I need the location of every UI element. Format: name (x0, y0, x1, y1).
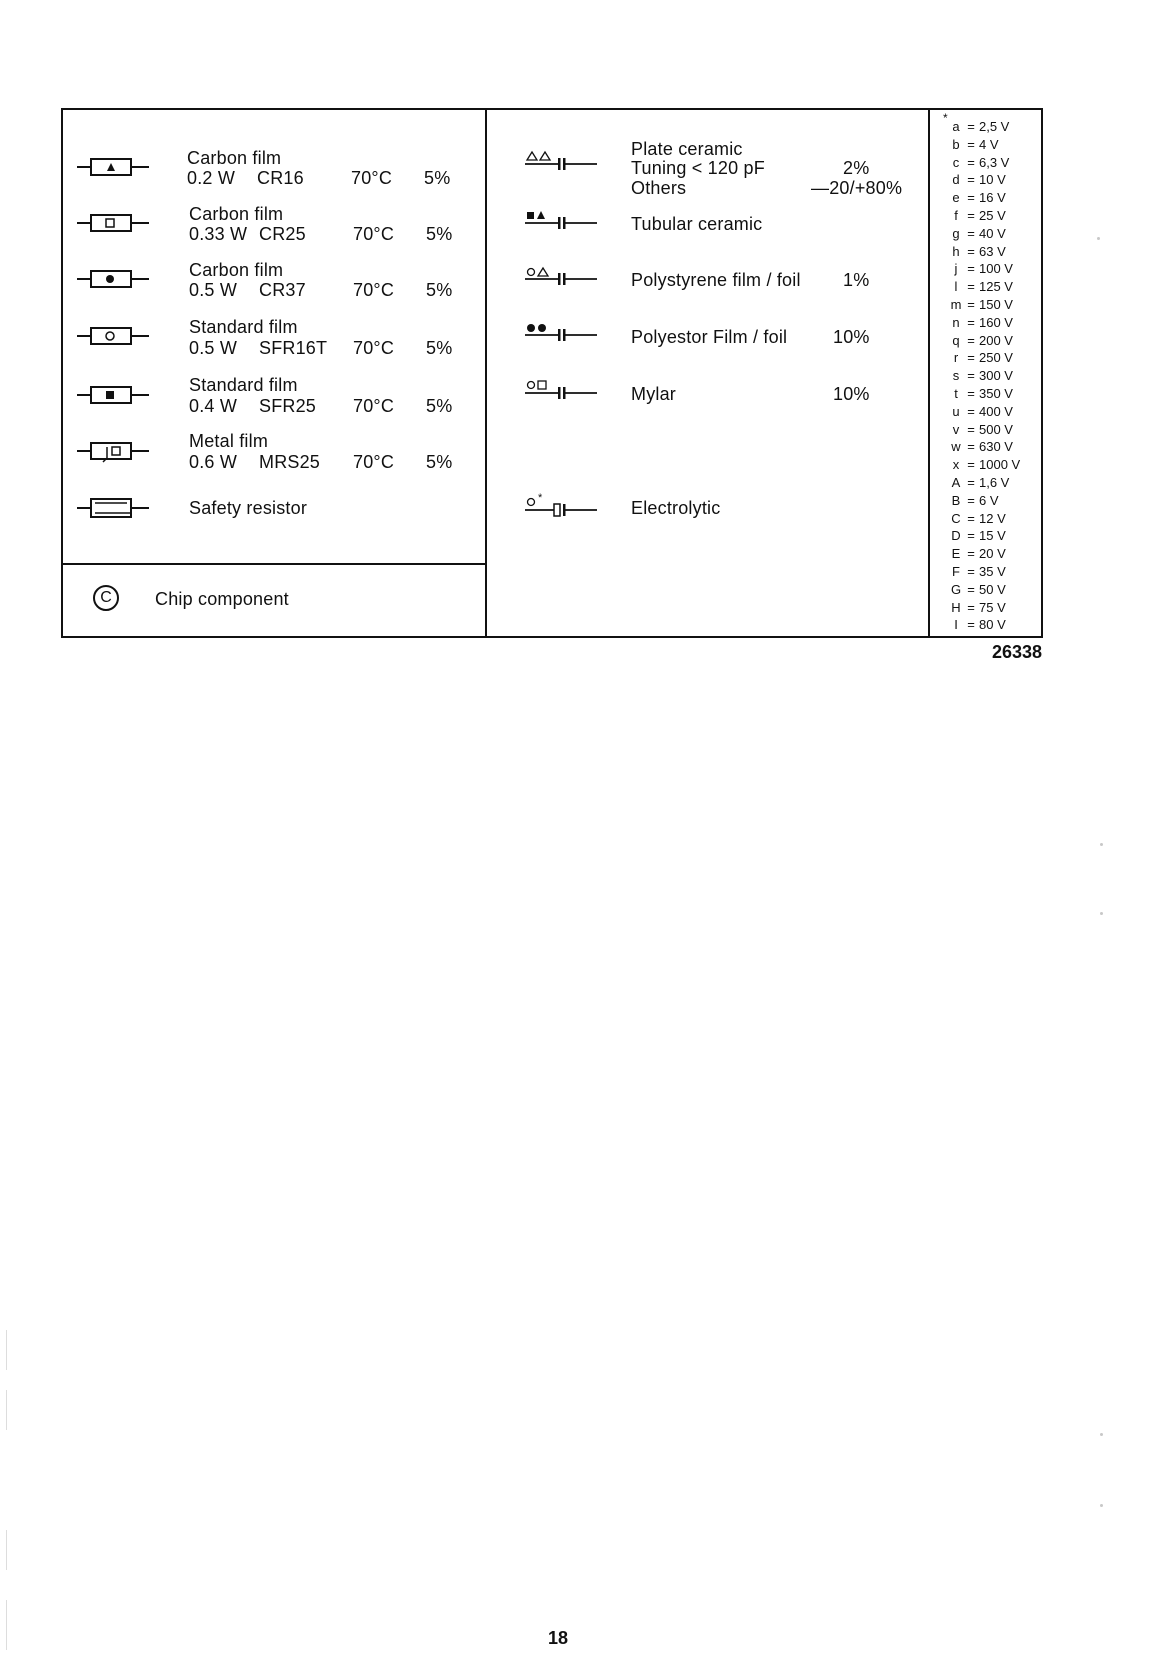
scan-edge-mark (6, 1330, 7, 1370)
safety-resistor-icon (77, 495, 149, 521)
resistor-6-power: 0.6 W (189, 452, 238, 472)
voltage-row: h = 63 V (949, 243, 1020, 261)
voltage-value: 15 V (979, 528, 1006, 544)
page-number: 18 (548, 1628, 569, 1648)
polyester-label: Polyestor Film / foil (631, 327, 788, 347)
resistor-filled-triangle-icon (77, 156, 149, 178)
voltage-value: 125 V (979, 279, 1013, 295)
tubular-ceramic-label: Tubular ceramic (631, 214, 763, 234)
voltage-code: r (953, 350, 959, 366)
voltage-row: F = 35 V (949, 563, 1020, 581)
mylar-label: Mylar (631, 384, 676, 404)
plate-ceramic-title: Plate ceramic (631, 139, 743, 159)
chip-component-icon: C (93, 585, 119, 611)
voltage-code: l (954, 279, 958, 295)
voltage-code: d (952, 172, 960, 188)
resistor-5-temp: 70°C (353, 396, 395, 416)
voltage-row: d = 10 V (949, 171, 1020, 189)
resistor-6-type: Metal film (189, 431, 269, 451)
voltage-value: 200 V (979, 332, 1013, 348)
voltage-code: f (954, 207, 958, 223)
voltage-row: G = 50 V (950, 581, 1006, 597)
resistor-4-type: Standard film (189, 317, 298, 337)
polystyrene-tolerance: 1% (843, 270, 870, 290)
voltage-value: 500 V (979, 421, 1013, 437)
resistor-1-power: 0.2 W (187, 168, 236, 188)
voltage-row: w = 630 V (949, 438, 1020, 456)
polyester-tolerance: 10% (833, 327, 870, 347)
voltage-value: 300 V (979, 368, 1013, 384)
voltage-row: t = 350 V (949, 385, 1020, 403)
document-number: 26338 (992, 642, 1043, 662)
chip-component-label: Chip component (155, 589, 289, 609)
resistor-5-code: SFR25 (259, 396, 317, 416)
voltage-value: 4 V (979, 136, 999, 152)
voltage-value: 150 V (979, 296, 1013, 312)
voltage-row: q = 200 V (949, 332, 1020, 350)
voltage-row: x = 1000 V (949, 456, 1020, 474)
voltage-row: H = 75 V (949, 599, 1020, 617)
voltage-code: v (952, 421, 960, 437)
resistor-2-tolerance: 5% (426, 224, 453, 244)
resistor-open-circle-icon (77, 325, 149, 347)
resistor-filled-square-icon (77, 384, 149, 406)
resistor-2-power: 0.33 W (189, 224, 248, 244)
voltage-code: h (952, 243, 960, 259)
mylar-capacitor-icon (525, 378, 597, 406)
resistor-2-code: CR25 (259, 224, 306, 244)
voltage-code: t (954, 385, 958, 401)
voltage-value: 350 V (979, 385, 1013, 401)
polystyrene-label: Polystyrene film / foil (631, 270, 801, 290)
plate-ceramic-others-label: Others (631, 178, 687, 198)
plate-ceramic-others-tolerance: —20/+80% (811, 178, 903, 198)
voltage-row: m = 150 V (950, 296, 1013, 312)
mylar-tolerance: 10% (833, 384, 870, 404)
voltage-value: 630 V (979, 439, 1013, 455)
safety-resistor-label: Safety resistor (189, 498, 308, 518)
voltage-row: b = 4 V (949, 136, 1020, 154)
voltage-value: 2,5 V (979, 119, 1010, 134)
voltage-row: s = 300 V (949, 367, 1020, 385)
voltage-value: 35 V (979, 563, 1006, 579)
electrolytic-label: Electrolytic (631, 498, 721, 518)
polyester-capacitor-icon (525, 320, 597, 348)
voltage-row: a = 2,5 V (949, 118, 1020, 136)
voltage-row: I = 80 V (949, 616, 1020, 634)
voltage-value: 250 V (979, 350, 1013, 366)
voltage-code: B (951, 492, 961, 508)
scan-speck (1097, 237, 1100, 240)
resistor-6-code: MRS25 (259, 452, 321, 472)
voltage-value: 16 V (979, 190, 1006, 206)
voltage-row: j = 100 V (949, 260, 1020, 278)
scan-edge-mark (6, 1390, 7, 1430)
scan-speck (1100, 843, 1103, 846)
column-divider-left (485, 110, 487, 636)
voltage-code: A (951, 474, 961, 490)
voltage-row: f = 25 V (949, 207, 1020, 225)
resistor-5-tolerance: 5% (426, 396, 453, 416)
scan-speck (1100, 912, 1103, 915)
voltage-row: B = 6 V (949, 492, 1020, 510)
resistor-5-type: Standard film (189, 375, 298, 395)
resistor-4-code: SFR16T (259, 338, 328, 358)
voltage-code: C (951, 510, 961, 526)
voltage-value: 25 V (979, 207, 1006, 223)
voltage-value: 1,6 V (979, 474, 1010, 490)
voltage-row: r = 250 V (949, 349, 1020, 367)
voltage-code: D (951, 528, 961, 544)
voltage-value: 50 V (979, 581, 1006, 597)
voltage-value: 160 V (979, 314, 1013, 330)
resistor-3-temp: 70°C (353, 280, 395, 300)
voltage-value: 1000 V (979, 457, 1021, 473)
resistor-filled-dot-icon (77, 268, 149, 290)
voltage-value: 20 V (979, 546, 1006, 562)
voltage-code: e (952, 190, 960, 206)
voltage-value: 12 V (979, 510, 1006, 526)
resistor-4-tolerance: 5% (426, 338, 453, 358)
resistor-1-code: CR16 (257, 168, 304, 188)
voltage-code: c (952, 154, 960, 170)
voltage-value: 80 V (979, 617, 1006, 633)
scan-edge-mark (6, 1600, 7, 1650)
voltage-row: E = 20 V (949, 545, 1020, 563)
voltage-row: n = 160 V (949, 314, 1020, 332)
resistor-3-power: 0.5 W (189, 280, 238, 300)
voltage-code-list (949, 118, 1020, 634)
voltage-row: D = 15 V (949, 527, 1020, 545)
polystyrene-capacitor-icon (525, 264, 597, 292)
voltage-code: x (952, 457, 960, 473)
resistor-3-tolerance: 5% (426, 280, 453, 300)
voltage-code: j (954, 261, 958, 277)
voltage-code: g (952, 225, 960, 241)
voltage-row: c = 6,3 V (949, 154, 1020, 172)
voltage-row: l = 125 V (949, 278, 1020, 296)
resistor-1-type: Carbon film (187, 148, 282, 168)
resistor-5-power: 0.4 W (189, 396, 238, 416)
chip-row-divider (63, 563, 485, 565)
column-divider-right (928, 110, 930, 636)
voltage-row: g = 40 V (949, 225, 1020, 243)
voltage-code: n (952, 314, 960, 330)
scan-speck (1100, 1433, 1103, 1436)
voltage-value: 40 V (979, 225, 1006, 241)
tubular-ceramic-capacitor-icon (525, 208, 597, 236)
voltage-code: b (952, 136, 960, 152)
resistor-3-type: Carbon film (189, 260, 284, 280)
plate-ceramic-capacitor-icon (525, 148, 597, 176)
voltage-marker: * (943, 111, 948, 125)
resistor-4-power: 0.5 W (189, 338, 238, 358)
resistor-open-square-icon (77, 212, 149, 234)
voltage-value: 400 V (979, 403, 1013, 419)
resistor-6-temp: 70°C (353, 452, 395, 472)
plate-ceramic-tuning-label: Tuning < 120 pF (631, 158, 765, 178)
voltage-code: F (952, 563, 960, 579)
resistor-metal-film-icon (77, 440, 149, 464)
voltage-value: 10 V (979, 172, 1006, 188)
voltage-value: 75 V (979, 599, 1006, 615)
voltage-row: v = 500 V (949, 421, 1020, 439)
scan-edge-mark (6, 1530, 7, 1570)
voltage-code: w (951, 439, 961, 455)
voltage-code: q (952, 332, 960, 348)
resistor-3-code: CR37 (259, 280, 306, 300)
voltage-code: H (951, 599, 961, 615)
voltage-code: s (952, 368, 960, 384)
resistor-6-tolerance: 5% (426, 452, 453, 472)
scan-speck (1100, 1504, 1103, 1507)
voltage-code: u (952, 403, 960, 419)
voltage-row: C = 12 V (949, 510, 1020, 528)
resistor-2-temp: 70°C (353, 224, 395, 244)
resistor-2-type: Carbon film (189, 204, 284, 224)
voltage-value: 100 V (979, 261, 1013, 277)
voltage-code: m (950, 296, 962, 312)
voltage-code: a (952, 119, 960, 134)
resistor-4-temp: 70°C (353, 338, 395, 358)
electrolytic-capacitor-icon (525, 493, 597, 523)
voltage-code: E (951, 546, 961, 562)
voltage-row: e = 16 V (949, 189, 1020, 207)
voltage-value: 6 V (979, 492, 999, 508)
voltage-row: u = 400 V (949, 403, 1020, 421)
resistor-1-tolerance: 5% (424, 168, 451, 188)
resistor-1-temp: 70°C (351, 168, 393, 188)
voltage-code: I (954, 617, 958, 633)
voltage-value: 63 V (979, 243, 1006, 259)
voltage-value: 6,3 V (979, 154, 1010, 170)
plate-ceramic-tuning-tolerance: 2% (843, 158, 870, 178)
component-legend-table (61, 108, 1043, 638)
voltage-code: G (950, 581, 962, 597)
voltage-row: A = 1,6 V (949, 474, 1020, 492)
svg-text:*: * (538, 493, 543, 504)
